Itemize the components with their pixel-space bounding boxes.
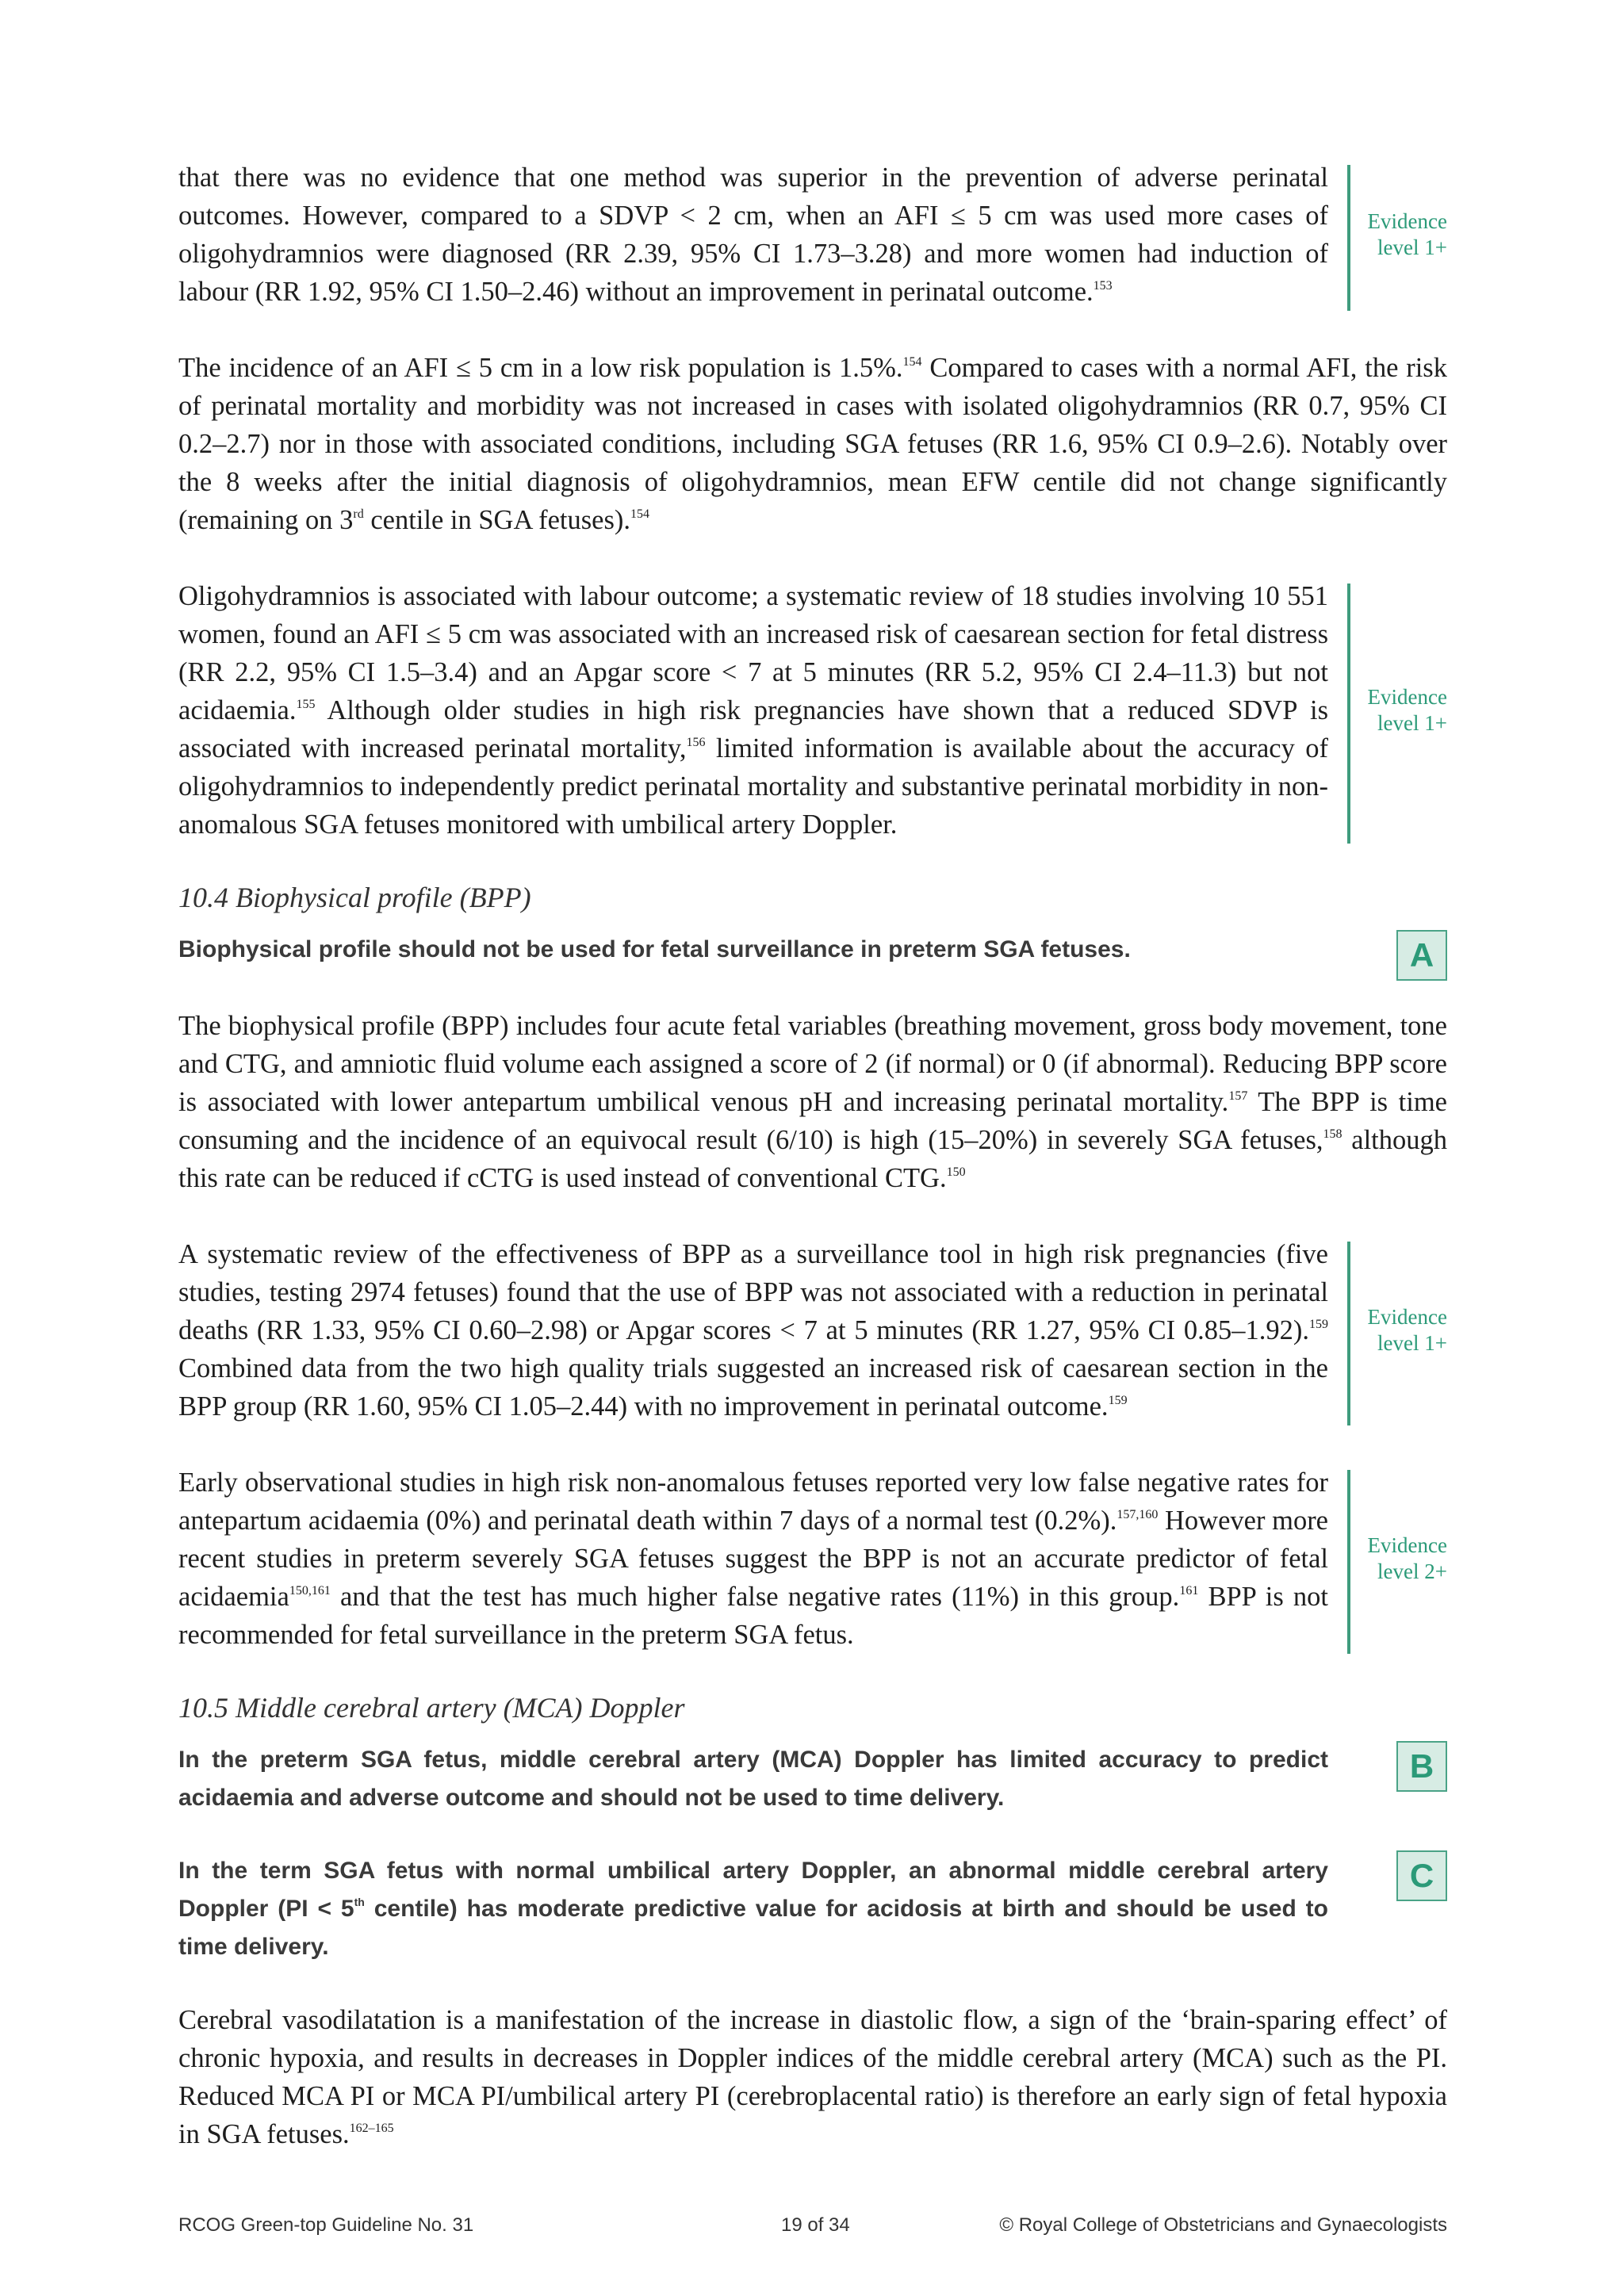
grade-box <box>1328 1741 1447 1817</box>
recommendation <box>178 931 1447 974</box>
page-content <box>178 159 1447 2153</box>
recommendation-text: In the preterm SGA fetus, middle cerebral artery (MCA) Doppler has limited accuracy to predict acidaemia and adverse outcome and should not be used to time delivery. <box>178 1747 1328 1811</box>
evidence-paragraph <box>178 1235 1447 1425</box>
section-heading: 10.4 Biophysical profile (BPP) <box>178 882 531 913</box>
evidence-box <box>1328 1235 1447 1425</box>
evidence-box <box>1328 577 1447 844</box>
body-paragraph: that there was no evidence that one method was superior in the prevention of adverse perinatal outcomes. However, compared to a SDVP < 2 cm, when an AFI ≤ 5 cm was used more cases of oligohydramnios were diagnosed (RR 2.39, 95% CI 1.73–3.28) and more women had induction of labour (RR 1.92, 95% CI 1.50–2.46) without an improvement in perinatal outcome.$^{153}$ <box>178 163 1328 307</box>
citation[interactable]: 157,160 <box>1116 1508 1159 1521</box>
citation[interactable]: 154 <box>630 507 649 521</box>
citation[interactable]: 161 <box>1179 1584 1199 1598</box>
citation[interactable]: 156 <box>686 736 706 749</box>
superscript-ordinal: rd <box>353 507 364 521</box>
body-paragraph: Oligohydramnios is associated with labour outcome; a systematic review of 18 studies involving 10 551 women, found an AFI ≤ 5 cm was associated with an increased risk of caesarean section for fetal distress (RR 2.2, 95% CI 1.5–3.4) and an Apgar score < 7 at 5 minutes (RR 5.2, 95% CI 2.4–11.3) but not acidaemia.$^{155}$ Although older studies in high risk pregnancies have shown that a reduced SDVP is associated with increased perinatal mortality,$^{156}$ limited information is available about the accuracy of oligohydramnios to independently predict perinatal mortality and substantive perinatal morbidity in non-anomalous SGA fetuses monitored with umbilical artery Doppler. <box>178 581 1328 840</box>
body-paragraph: A systematic review of the effectiveness of BPP as a surveillance tool in high risk pregnancies (five studies, testing 2974 fetuses) found that the use of BPP was not associated with a reduction in perinatal deaths (RR 1.33, 95% CI 0.60–2.98) or Apgar scores < 7 at 5 minutes (RR 1.27, 95% CI 0.85–1.92).$^{159}$ Combined data from the two high quality trials suggested an increased risk of caesarean section in the BPP group (RR 1.60, 95% CI 1.05–2.44) with no improvement in perinatal outcome.$^{159}$ <box>178 1239 1328 1422</box>
body-paragraph: The biophysical profile (BPP) includes four acute fetal variables (breathing movement, gross body movement, tone and CTG, and amniotic fluid volume each assigned a score of 2 (if normal) or 0 (if abnormal). Reducing BPP score is associated with lower antepartum umbilical venous pH and increasing perinatal mortality.$^{157}$ The BPP is time consuming and the incidence of an equivocal result (6/10) is high (15–20%) in severely SGA fetuses,$^{158}$ although this rate can be reduced if cCTG is used instead of conventional CTG.$^{150}$ <box>178 1011 1447 1193</box>
citation[interactable]: 150 <box>946 1165 966 1179</box>
recommendation-text: Biophysical profile should not be used for fetal surveillance in preterm SGA fetuses. <box>178 936 1131 962</box>
citation[interactable]: 162–165 <box>349 2122 394 2135</box>
citation[interactable]: 159 <box>1108 1394 1128 1407</box>
evidence-level: Evidence level 2+ <box>1367 1533 1447 1583</box>
citation[interactable]: 150,161 <box>289 1584 331 1598</box>
grade-badge: C <box>1396 1850 1447 1901</box>
grade-box <box>1328 931 1447 974</box>
evidence-bar <box>1347 584 1350 844</box>
citation[interactable]: 153 <box>1093 279 1113 293</box>
evidence-bar <box>1347 1242 1350 1425</box>
footer-guideline: RCOG Green-top Guideline No. 31 <box>178 2214 474 2236</box>
superscript-ordinal: th <box>354 1896 365 1908</box>
page-number: 19 of 34 <box>781 2214 850 2236</box>
evidence-level: Evidence level 1+ <box>1367 685 1447 735</box>
citation[interactable]: 155 <box>296 698 316 711</box>
evidence-paragraph <box>178 159 1447 311</box>
evidence-box <box>1328 1464 1447 1654</box>
evidence-level: Evidence level 1+ <box>1367 1305 1447 1355</box>
grade-badge: A <box>1396 930 1447 981</box>
body-paragraph: Early observational studies in high risk non-anomalous fetuses reported very low false negative rates for antepartum acidaemia (0%) and perinatal death within 7 days of a normal test (0.2%).$^{157,160}$ However more recent studies in preterm severely SGA fetuses suggest the BPP is not an accurate predictor of fetal acidaemia$^{150,161}$ and that the test has much higher false negative rates (11%) in this group.$^{161}$ BPP is not recommended for fetal surveillance in the preterm SGA fetus. <box>178 1468 1328 1650</box>
page-footer <box>178 2214 1447 2246</box>
body-paragraph: The incidence of an AFI ≤ 5 cm in a low risk population is 1.5%.$^{154}$ Compared to cases with a normal AFI, the risk of perinatal mortality and morbidity was not increased in cases with isolated oligohydramnios (RR 0.7, 95% CI 0.2–2.7) nor in those with associated conditions, including SGA fetuses (RR 1.6, 95% CI 0.9–2.6). Notably over the 8 weeks after the initial diagnosis of oligohydramnios, mean EFW centile did not change significantly (remaining on 3rd centile in SGA fetuses).$^{154}$ <box>178 353 1447 535</box>
evidence-paragraph <box>178 577 1447 844</box>
evidence-paragraph <box>178 1464 1447 1654</box>
recommendation-text: In the term SGA fetus with normal umbilical artery Doppler, an abnormal middle cerebral artery Doppler (PI < 5th centile) has moderate predictive value for acidosis at birth and should be used to time delivery. <box>178 1858 1328 1960</box>
recommendation <box>178 1741 1447 1817</box>
citation[interactable]: 157 <box>1228 1089 1248 1103</box>
grade-badge: B <box>1396 1741 1447 1792</box>
footer-copyright: © Royal College of Obstetricians and Gynaecologists <box>999 2214 1447 2236</box>
evidence-level: Evidence level 1+ <box>1367 209 1447 259</box>
evidence-box <box>1328 159 1447 311</box>
body-paragraph: Cerebral vasodilatation is a manifestation of the increase in diastolic flow, a sign of the ‘brain-sparing effect’ of chronic hypoxia, and results in decreases in Doppler indices of the middle cerebral artery (MCA) such as the PI. Reduced MCA PI or MCA PI/umbilical artery PI (cerebroplacental ratio) is therefore an early sign of fetal hypoxia in SGA fetuses.$^{162-165}$ <box>178 2005 1447 2149</box>
section-heading: 10.5 Middle cerebral artery (MCA) Doppler <box>178 1692 685 1724</box>
citation[interactable]: 159 <box>1309 1318 1328 1331</box>
citation[interactable]: 158 <box>1323 1127 1342 1141</box>
evidence-bar <box>1347 1470 1350 1654</box>
evidence-bar <box>1347 165 1350 311</box>
grade-box <box>1328 1852 1447 1966</box>
recommendation <box>178 1852 1447 1966</box>
citation[interactable]: 154 <box>902 355 922 369</box>
